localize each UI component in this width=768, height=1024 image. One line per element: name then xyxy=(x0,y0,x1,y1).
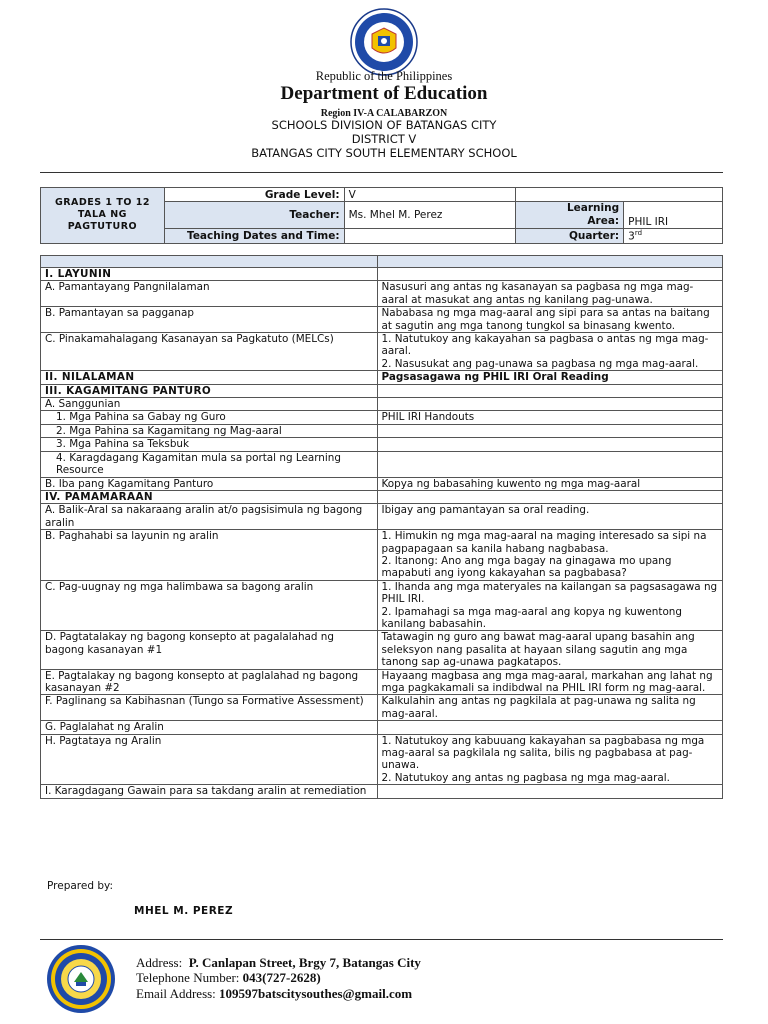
address-line xyxy=(136,955,421,971)
row-label: 4. Karagdagang Kagamitan mula sa portal ng Learning Resource xyxy=(41,451,378,477)
learning-area-label-2: Area: xyxy=(587,215,620,227)
division-line: SCHOOLS DIVISION OF BATANGAS CITY xyxy=(271,118,497,132)
row-value: Nababasa ng mga mag-aaral ang sipi para sa antas na baitang at sagutin ang mga tanong tungkol sa binasang kwento. xyxy=(377,307,722,333)
row-label: I. LAYUNIN xyxy=(41,268,378,281)
email-value: 109597batscitysouthes@gmail.com xyxy=(219,986,413,1001)
row-label: 2. Mga Pahina sa Kagamitang ng Mag-aaral xyxy=(41,424,378,437)
empty-cell xyxy=(516,188,723,202)
row-label: C. Pag-uugnay ng mga halimbawa sa bagong aralin xyxy=(41,580,378,631)
lesson-plan-table xyxy=(40,255,723,799)
footer-divider xyxy=(40,939,723,940)
teacher-value: Ms. Mhel M. Perez xyxy=(344,202,516,229)
table-row xyxy=(41,333,723,371)
table-row xyxy=(41,530,723,581)
table-row xyxy=(41,371,723,384)
table-row xyxy=(41,438,723,451)
quarter-suffix: rd xyxy=(634,229,643,237)
row-value: Kopya ng babasahing kuwento ng mga mag-aaral xyxy=(377,477,722,490)
phone-label: Telephone Number: xyxy=(136,970,240,985)
row-value: 1. Ihanda ang mga materyales na kailangan sa pagsasagawa ng PHIL IRI. 2. Ipamahagi sa mga mag-aaral ang kopya ng kuwentong kanilang babasahin. xyxy=(377,580,722,631)
row-value: PHIL IRI Handouts xyxy=(377,411,722,424)
grades-title: GRADES 1 TO 12 TALA NG PAGTUTURO xyxy=(41,188,165,244)
email-label: Email Address: xyxy=(136,986,216,1001)
phone-value: 043(727-2628) xyxy=(242,970,321,985)
address-value: P. Canlapan Street, Brgy 7, Batangas City xyxy=(188,955,421,970)
region-line: Region IV-A CALABARZON xyxy=(320,108,448,119)
row-label: H. Pagtataya ng Aralin xyxy=(41,734,378,785)
row-value: Tatawagin ng guro ang bawat mag-aaral upang basahin ang seleksyon nang pasalita at hayaan silang sagutin ang mga tanong sap ag-unawa pagkatapos. xyxy=(377,631,722,669)
email-line xyxy=(136,986,412,1002)
quarter-number: 3 xyxy=(628,230,635,243)
row-value: Nasusuri ang antas ng kasanayan sa pagbasa ng mga mag-aaral at masukat ang antas ng kanilang pag-unawa. xyxy=(377,281,722,307)
row-label: B. Pamantayan sa pagganap xyxy=(41,307,378,333)
table-row xyxy=(41,785,723,798)
table-row xyxy=(41,695,723,721)
school-seal-icon xyxy=(46,944,116,1014)
row-label: C. Pinakamahalagang Kasanayan sa Pagkatuto (MELCs) xyxy=(41,333,378,371)
row-label: G. Paglalahat ng Aralin xyxy=(41,721,378,734)
row-label: A. Balik-Aral sa nakaraang aralin at/o pagsisimula ng bagong aralin xyxy=(41,504,378,530)
table-row xyxy=(41,504,723,530)
learning-area-label-1: Learning xyxy=(566,202,620,214)
quarter-label: Quarter: xyxy=(516,229,624,244)
table-row xyxy=(41,451,723,477)
table-row xyxy=(41,580,723,631)
signer-name: MHEL M. PEREZ xyxy=(134,905,234,917)
table-row xyxy=(41,721,723,734)
row-label: 3. Mga Pahina sa Teksbuk xyxy=(41,438,378,451)
row-label: D. Pagtatalakay ng bagong konsepto at pagalalahad ng bagong kasanayan #1 xyxy=(41,631,378,669)
teacher-label: Teacher: xyxy=(164,202,344,229)
table-row xyxy=(41,669,723,695)
row-label: F. Paglinang sa Kabihasnan (Tungo sa Formative Assessment) xyxy=(41,695,378,721)
prepared-by-label: Prepared by: xyxy=(47,880,113,892)
department-title: Department of Education xyxy=(280,83,488,104)
learning-area-value: PHIL IRI xyxy=(624,202,723,229)
deped-seal-icon xyxy=(350,8,418,76)
table-row xyxy=(41,631,723,669)
table-header-row xyxy=(41,256,723,268)
row-value: 1. Natutukoy ang kakayahan sa pagbasa o antas ng mga mag-aaral. 2. Nasusukat ang pag-unawa sa pagbasa ng mga mag-aaral. xyxy=(377,333,722,371)
row-label: E. Pagtalakay ng bagong konsepto at paglalahad ng bagong kasanayan #2 xyxy=(41,669,378,695)
lesson-info-table xyxy=(40,187,723,244)
row-label: III. KAGAMITANG PANTURO xyxy=(41,384,378,397)
row-value: Pagsasagawa ng PHIL IRI Oral Reading xyxy=(377,371,722,384)
phone-line xyxy=(136,970,321,986)
table-row xyxy=(41,411,723,424)
republic-line: Republic of the Philippines xyxy=(315,69,453,83)
row-label: IV. PAMAMARAAN xyxy=(41,490,378,503)
table-row xyxy=(41,307,723,333)
row-value: Hayaang magbasa ang mga mag-aaral, markahan ang lahat ng mga pagkakamali sa indibdwal na PHIL IRI form ng mag-aaral. xyxy=(377,669,722,695)
row-label: A. Sanggunian xyxy=(41,398,378,411)
row-value xyxy=(377,490,722,503)
row-value: 1. Himukin ng mga mag-aaral na maging interesado sa sipi na pagpapagaan sa kanila habang nagbabasa. 2. Itanong: Ano ang mga bagay na ginagawa mo upang mapabuti ang iyong kakayahan sa pagbabasa? xyxy=(377,530,722,581)
row-value xyxy=(377,438,722,451)
header-cell-right xyxy=(377,256,722,268)
learning-area-label xyxy=(516,202,624,229)
header-divider xyxy=(40,172,723,173)
row-value xyxy=(377,268,722,281)
row-value xyxy=(377,721,722,734)
table-row xyxy=(41,424,723,437)
table-row xyxy=(41,398,723,411)
district-line: DISTRICT V xyxy=(351,132,417,146)
grade-level-value: V xyxy=(344,188,516,202)
table-row xyxy=(41,384,723,397)
row-value: Ibigay ang pamantayan sa oral reading. xyxy=(377,504,722,530)
row-value xyxy=(377,384,722,397)
dates-label: Teaching Dates and Time: xyxy=(164,229,344,244)
row-label: I. Karagdagang Gawain para sa takdang aralin at remediation xyxy=(41,785,378,798)
row-value xyxy=(377,785,722,798)
row-value: 1. Natutukoy ang kabuuang kakayahan sa pagbabasa ng mga mag-aaral sa pagkilala ng salita, bilis ng pagbabasa at pag-unawa. 2. Natutukoy ang antas ng pagbasa ng mga mag-aaral. xyxy=(377,734,722,785)
address-label: Address: xyxy=(136,955,183,970)
row-label: B. Iba pang Kagamitang Panturo xyxy=(41,477,378,490)
grade-level-label: Grade Level: xyxy=(164,188,344,202)
table-row xyxy=(41,734,723,785)
dates-value xyxy=(344,229,516,244)
row-value xyxy=(377,424,722,437)
row-label: II. NILALAMAN xyxy=(41,371,378,384)
table-row xyxy=(41,281,723,307)
table-row xyxy=(41,477,723,490)
row-label: B. Paghahabi sa layunin ng aralin xyxy=(41,530,378,581)
row-value xyxy=(377,398,722,411)
row-value xyxy=(377,451,722,477)
row-value: Kalkulahin ang antas ng pagkilala at pag-unawa ng salita ng mag-aaral. xyxy=(377,695,722,721)
table-row xyxy=(41,490,723,503)
header-cell-left xyxy=(41,256,378,268)
quarter-value xyxy=(624,229,723,244)
table-row xyxy=(41,268,723,281)
row-label: A. Pamantayang Pangnilalaman xyxy=(41,281,378,307)
row-label: 1. Mga Pahina sa Gabay ng Guro xyxy=(41,411,378,424)
school-line: BATANGAS CITY SOUTH ELEMENTARY SCHOOL xyxy=(251,146,517,160)
